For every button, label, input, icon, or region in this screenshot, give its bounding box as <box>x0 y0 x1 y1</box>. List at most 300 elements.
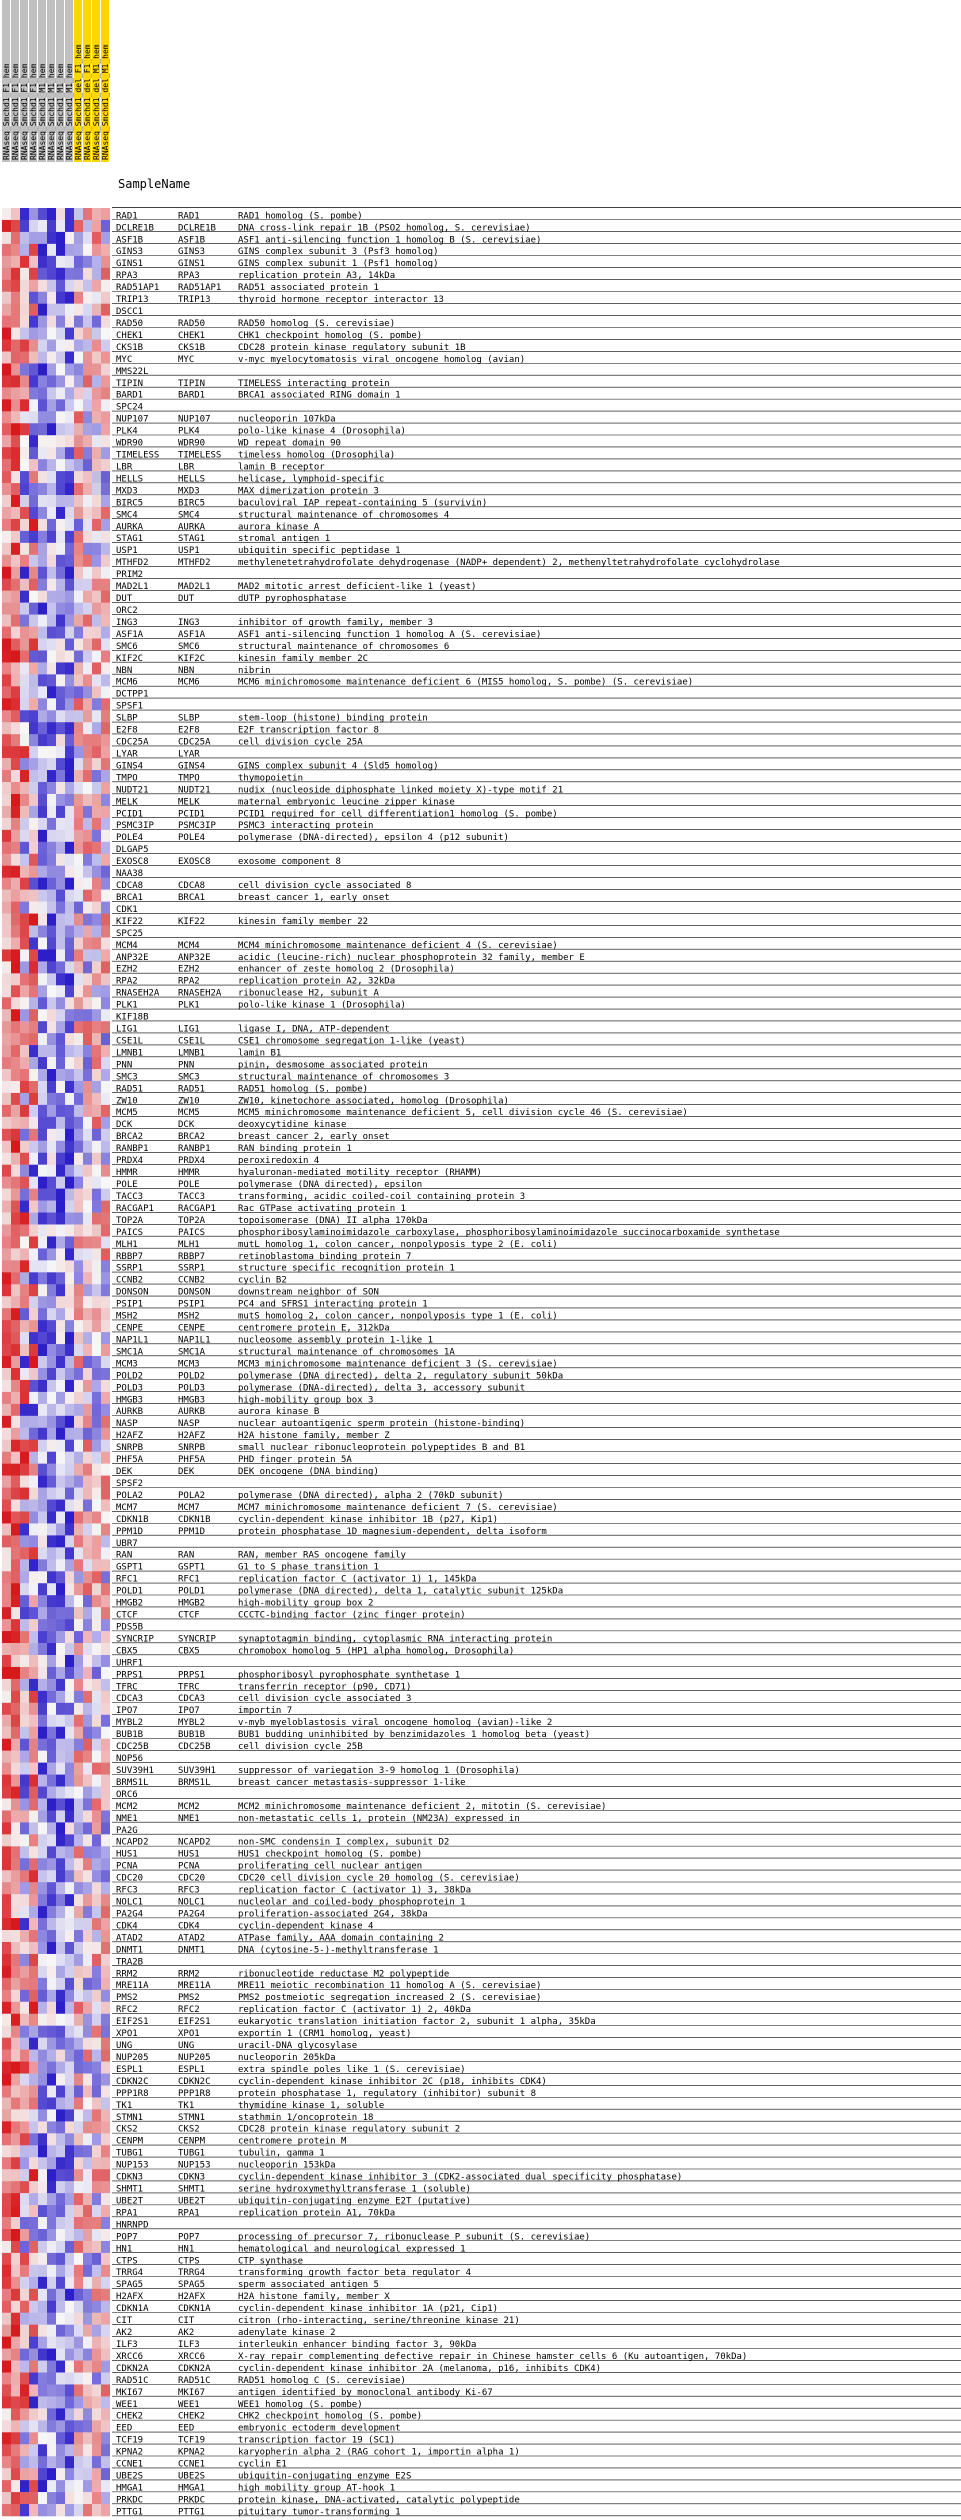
column-label: RNAseq_Smchd1_F1_hem <box>29 63 38 160</box>
heatmap-cell <box>2 2396 11 2408</box>
heatmap-cell <box>20 1523 29 1535</box>
heatmap-cell <box>101 1165 110 1177</box>
heatmap-cell <box>29 627 38 639</box>
heatmap-cell <box>11 2396 20 2408</box>
heatmap-cell <box>65 1942 74 1954</box>
heatmap-cell <box>20 854 29 866</box>
heatmap-cell <box>65 2492 74 2504</box>
heatmap-cell <box>92 1858 101 1870</box>
heatmap-cell <box>65 2181 74 2193</box>
heatmap-cell <box>83 926 92 938</box>
heatmap-cell <box>101 674 110 686</box>
heatmap-cell <box>56 1069 65 1081</box>
heatmap-cell <box>11 1093 20 1105</box>
heatmap-cell <box>47 842 56 854</box>
heatmap-cell <box>47 1571 56 1583</box>
heatmap-cell <box>65 1009 74 1021</box>
heatmap-cell <box>74 1942 83 1954</box>
heatmap-cell <box>92 555 101 567</box>
heatmap-cell <box>92 2277 101 2289</box>
heatmap-cell <box>101 1930 110 1942</box>
heatmap-cell <box>20 2277 29 2289</box>
row-gene-description: CHK2 checkpoint homolog (S. pombe) <box>238 2411 423 2422</box>
heatmap-cell <box>38 1643 47 1655</box>
row-gene-id: PCID1 <box>116 809 144 820</box>
row-gene-description: X-ray repair complementing defective repair in Chinese hamster cells 6 (Ku autoantigen, 70kDa) <box>238 2351 748 2362</box>
heatmap-cell <box>29 1930 38 1942</box>
row-gene-symbol: UBE2S <box>178 2471 206 2482</box>
heatmap-cell <box>74 1619 83 1631</box>
heatmap-cell <box>29 363 38 375</box>
heatmap-cell <box>2 2468 11 2480</box>
heatmap-cell <box>2 662 11 674</box>
row-gene-symbol: CENPE <box>178 1323 206 1334</box>
heatmap-cell <box>101 1141 110 1153</box>
heatmap-cell <box>101 2361 110 2373</box>
heatmap-cell <box>83 555 92 567</box>
heatmap-cell <box>11 2109 20 2121</box>
row-gene-id: MLH1 <box>116 1239 138 1250</box>
heatmap-cell <box>29 1691 38 1703</box>
column-label: RNAseq_Smchd1_del_F1_hem <box>74 44 83 160</box>
heatmap-cell <box>38 710 47 722</box>
row-gene-id: UNG <box>116 2041 133 2052</box>
heatmap-cell <box>83 2325 92 2337</box>
heatmap-cell <box>65 985 74 997</box>
heatmap-cell <box>20 1643 29 1655</box>
heatmap-cell <box>2 1344 11 1356</box>
row-gene-description: MCM2 minichromosome maintenance deficient 2, mitotin (S. cerevisiae) <box>238 1801 607 1812</box>
row-gene-id: DEK <box>116 1467 133 1478</box>
heatmap-cell <box>11 961 20 973</box>
heatmap-cell <box>47 627 56 639</box>
heatmap-cell <box>11 579 20 591</box>
heatmap-cell <box>101 1643 110 1655</box>
heatmap-cell <box>92 1117 101 1129</box>
heatmap-cell <box>29 1428 38 1440</box>
heatmap-cell <box>65 1858 74 1870</box>
row-gene-id: CBX5 <box>116 1646 138 1657</box>
heatmap-cell <box>65 2169 74 2181</box>
heatmap-cell <box>11 2169 20 2181</box>
heatmap-cell <box>56 447 65 459</box>
heatmap-cell <box>56 2229 65 2241</box>
heatmap-cell <box>83 1942 92 1954</box>
heatmap-cell <box>83 1129 92 1141</box>
heatmap-cell <box>38 1009 47 1021</box>
heatmap-cell <box>38 1583 47 1595</box>
heatmap-cell <box>92 2097 101 2109</box>
heatmap-cell <box>65 1308 74 1320</box>
heatmap-cell <box>2 2169 11 2181</box>
heatmap-cell <box>38 1260 47 1272</box>
heatmap-cell <box>20 495 29 507</box>
heatmap-cell <box>65 1571 74 1583</box>
heatmap-cell <box>20 770 29 782</box>
row-gene-id: KPNA2 <box>116 2447 144 2458</box>
heatmap-cell <box>11 1213 20 1225</box>
heatmap-cell <box>56 937 65 949</box>
heatmap-cell <box>38 1870 47 1882</box>
row-gene-symbol: POP7 <box>178 2232 200 2243</box>
row-gene-id: RAD51 <box>116 1084 144 1095</box>
heatmap-cell <box>20 722 29 734</box>
heatmap-cell <box>101 483 110 495</box>
heatmap-cell <box>47 1296 56 1308</box>
chart-title: SampleName <box>118 177 191 191</box>
heatmap-cell <box>47 1129 56 1141</box>
heatmap-cell <box>11 1571 20 1583</box>
heatmap-cell <box>56 1739 65 1751</box>
heatmap-cell <box>2 2361 11 2373</box>
row-gene-id: PRKDC <box>116 2495 144 2506</box>
row-gene-id: PRDX4 <box>116 1156 144 1167</box>
row-gene-symbol: ZW10 <box>178 1096 200 1107</box>
heatmap-cell <box>101 997 110 1009</box>
heatmap-cell <box>29 1081 38 1093</box>
heatmap-cell <box>47 2492 56 2504</box>
row-gene-id: CTCF <box>116 1610 138 1621</box>
heatmap-cell <box>83 1248 92 1260</box>
heatmap-cell <box>38 304 47 316</box>
heatmap-cell <box>56 2349 65 2361</box>
heatmap-cell <box>65 1966 74 1978</box>
heatmap-cell <box>2 2062 11 2074</box>
heatmap-cell <box>83 2109 92 2121</box>
heatmap-cell <box>47 2133 56 2145</box>
heatmap-cell <box>47 914 56 926</box>
row-gene-id: SLBP <box>116 713 138 724</box>
heatmap-cell <box>92 1500 101 1512</box>
row-gene-id: HMGB3 <box>116 1395 144 1406</box>
row-gene-symbol: DUT <box>178 594 195 605</box>
row-gene-description: v-myc myelocytomatosis viral oncogene homolog (avian) <box>238 354 526 365</box>
row-gene-description: stromal antigen 1 <box>238 534 331 545</box>
heatmap-cell <box>92 926 101 938</box>
heatmap-cell <box>29 1284 38 1296</box>
heatmap-cell <box>47 1523 56 1535</box>
heatmap-cell <box>92 2169 101 2181</box>
heatmap-cell <box>92 1918 101 1930</box>
heatmap-cell <box>29 1643 38 1655</box>
heatmap-cell <box>11 2026 20 2038</box>
heatmap-cell <box>47 2432 56 2444</box>
heatmap-cell <box>11 2420 20 2432</box>
heatmap-cell <box>2 758 11 770</box>
heatmap-cell <box>11 1882 20 1894</box>
heatmap-cell <box>101 555 110 567</box>
row-gene-symbol: MCM2 <box>178 1801 200 1812</box>
row-gene-symbol: MRE11A <box>178 1981 211 1992</box>
heatmap-cell <box>47 1272 56 1284</box>
heatmap-cell <box>101 280 110 292</box>
heatmap-cell <box>20 1201 29 1213</box>
row-gene-symbol: PSIP1 <box>178 1299 206 1310</box>
heatmap-cell <box>29 2193 38 2205</box>
heatmap-cell <box>11 2121 20 2133</box>
row-gene-symbol: CDKN2C <box>178 2076 211 2087</box>
heatmap-cell <box>38 1236 47 1248</box>
heatmap-cell <box>29 292 38 304</box>
heatmap-cell <box>56 603 65 615</box>
heatmap-cell <box>56 2301 65 2313</box>
heatmap-cell <box>2 2050 11 2062</box>
heatmap-cell <box>101 1619 110 1631</box>
heatmap-cell <box>83 2181 92 2193</box>
heatmap-cell <box>92 1129 101 1141</box>
heatmap-cell <box>56 1595 65 1607</box>
heatmap-cell <box>38 244 47 256</box>
row-gene-id: MCM6 <box>116 677 138 688</box>
heatmap-cell <box>92 411 101 423</box>
heatmap-cell <box>74 878 83 890</box>
heatmap-cell <box>2 1153 11 1165</box>
row-gene-description: MRE11 meiotic recombination 11 homolog A (S. cerevisiae) <box>238 1981 542 1992</box>
heatmap-cell <box>101 2050 110 2062</box>
heatmap-cell <box>56 2456 65 2468</box>
heatmap-cell <box>11 507 20 519</box>
heatmap-cell <box>2 902 11 914</box>
row-gene-symbol: ILF3 <box>178 2339 200 2350</box>
row-gene-description: RAD50 homolog (S. cerevisiae) <box>238 318 396 329</box>
heatmap-cell <box>29 1918 38 1930</box>
heatmap-cell <box>47 280 56 292</box>
heatmap-cell <box>29 1667 38 1679</box>
heatmap-cell <box>47 2301 56 2313</box>
heatmap-cell <box>20 1488 29 1500</box>
heatmap-cell <box>38 1021 47 1033</box>
heatmap-cell <box>47 1440 56 1452</box>
row-gene-description: synaptotagmin binding, cytoplasmic RNA interacting protein <box>238 1634 553 1645</box>
heatmap-cell <box>92 2468 101 2480</box>
heatmap-cell <box>11 1344 20 1356</box>
heatmap-cell <box>29 1679 38 1691</box>
heatmap-cell <box>47 1607 56 1619</box>
heatmap-cell <box>20 1153 29 1165</box>
heatmap-cell <box>101 1272 110 1284</box>
row-gene-description: BRCA1 associated RING domain 1 <box>238 390 401 401</box>
heatmap-cell <box>2 1500 11 1512</box>
row-gene-description: RAD1 homolog (S. pombe) <box>238 211 363 222</box>
heatmap-cell <box>29 220 38 232</box>
row-gene-symbol: TACC3 <box>178 1191 206 1202</box>
heatmap-cell <box>2 1942 11 1954</box>
heatmap-cell <box>101 985 110 997</box>
heatmap-cell <box>65 531 74 543</box>
heatmap-cell <box>2 363 11 375</box>
heatmap-cell <box>11 256 20 268</box>
heatmap-cell <box>56 507 65 519</box>
heatmap-cell <box>83 603 92 615</box>
heatmap-cell <box>83 1523 92 1535</box>
row-gene-symbol: SUV39H1 <box>178 1765 216 1776</box>
heatmap-cell <box>101 375 110 387</box>
heatmap-cell <box>11 973 20 985</box>
heatmap-cell <box>29 1380 38 1392</box>
heatmap-cell <box>38 1906 47 1918</box>
heatmap-cell <box>2 543 11 555</box>
heatmap-cell <box>83 1930 92 1942</box>
row-gene-id: PHF5A <box>116 1455 144 1466</box>
heatmap-cell <box>11 387 20 399</box>
heatmap-cell <box>38 961 47 973</box>
heatmap-cell <box>47 2444 56 2456</box>
heatmap-cell <box>83 818 92 830</box>
heatmap-cell <box>20 961 29 973</box>
heatmap-cell <box>65 1500 74 1512</box>
heatmap-cell <box>47 2313 56 2325</box>
heatmap-cell <box>29 2109 38 2121</box>
heatmap-cell <box>47 2361 56 2373</box>
heatmap-cell <box>74 1105 83 1117</box>
heatmap-cell <box>38 1918 47 1930</box>
heatmap-cell <box>74 1882 83 1894</box>
heatmap-cell <box>83 2169 92 2181</box>
row-gene-symbol: LBR <box>178 462 195 473</box>
heatmap-cell <box>74 818 83 830</box>
heatmap-cell <box>83 806 92 818</box>
row-gene-description: RAN, member RAS oncogene family <box>238 1550 406 1561</box>
heatmap-cell <box>83 1105 92 1117</box>
heatmap-cell <box>29 2014 38 2026</box>
row-gene-symbol: XRCC6 <box>178 2351 206 2362</box>
row-gene-symbol: BRCA1 <box>178 892 206 903</box>
heatmap-cell <box>74 220 83 232</box>
row-gene-description: breast cancer metastasis-suppressor 1-like <box>238 1777 466 1788</box>
heatmap-cell <box>65 2014 74 2026</box>
heatmap-cell <box>92 2301 101 2313</box>
heatmap-cell <box>11 615 20 627</box>
heatmap-cell <box>29 2504 38 2516</box>
heatmap-cell <box>20 2181 29 2193</box>
row-gene-symbol: CDC25A <box>178 737 211 748</box>
heatmap-cell <box>56 1703 65 1715</box>
row-gene-id: PAICS <box>116 1227 144 1238</box>
heatmap-cell <box>47 1918 56 1930</box>
heatmap-cell <box>92 1703 101 1715</box>
heatmap-cell <box>56 1021 65 1033</box>
row-gene-description: polymerase (DNA-directed), delta 3, accessory subunit <box>238 1383 526 1394</box>
heatmap-cell <box>47 1535 56 1547</box>
heatmap-cell <box>83 1260 92 1272</box>
row-gene-symbol: POLD2 <box>178 1371 206 1382</box>
heatmap-cell <box>11 2241 20 2253</box>
heatmap-cell <box>101 973 110 985</box>
heatmap-cell <box>47 985 56 997</box>
heatmap-cell <box>101 268 110 280</box>
heatmap-cell <box>92 244 101 256</box>
heatmap-cell <box>38 662 47 674</box>
row-gene-description: PC4 and SFRS1 interacting protein 1 <box>238 1299 428 1310</box>
heatmap-cell <box>2 1751 11 1763</box>
heatmap-cell <box>56 1201 65 1213</box>
heatmap-cell <box>56 2480 65 2492</box>
row-gene-id: TOP2A <box>116 1215 144 1226</box>
heatmap-cell <box>101 1631 110 1643</box>
heatmap-cell <box>2 1009 11 1021</box>
heatmap-cell <box>38 1894 47 1906</box>
heatmap-cell <box>38 1081 47 1093</box>
heatmap-cell <box>11 1165 20 1177</box>
heatmap-cell <box>65 1165 74 1177</box>
heatmap-cell <box>74 256 83 268</box>
row-gene-description: mutL homolog 1, colon cancer, nonpolyposis type 2 (E. coli) <box>238 1239 558 1250</box>
heatmap-cell <box>11 1069 20 1081</box>
heatmap-cell <box>2 1224 11 1236</box>
row-gene-description: lamin B1 <box>238 1048 282 1059</box>
heatmap-cell <box>2 555 11 567</box>
row-gene-description: replication factor C (activator 1) 2, 40kDa <box>238 2005 471 2016</box>
heatmap-cell <box>101 662 110 674</box>
heatmap-cell <box>38 902 47 914</box>
heatmap-cell <box>11 1535 20 1547</box>
heatmap-cell <box>11 1177 20 1189</box>
heatmap-cell <box>47 1105 56 1117</box>
heatmap-cell <box>47 1679 56 1691</box>
row-gene-id: PPP1R8 <box>116 2088 149 2099</box>
heatmap-cell <box>74 854 83 866</box>
heatmap-cell <box>92 2325 101 2337</box>
heatmap-cell <box>101 471 110 483</box>
heatmap-cell <box>20 340 29 352</box>
row-gene-symbol: STAG1 <box>178 534 206 545</box>
heatmap-cell <box>92 2181 101 2193</box>
heatmap-cell <box>38 1822 47 1834</box>
heatmap-cell <box>74 1691 83 1703</box>
heatmap-cell <box>65 997 74 1009</box>
row-gene-id: TMPO <box>116 773 138 784</box>
heatmap-cell <box>29 531 38 543</box>
heatmap-cell <box>38 387 47 399</box>
heatmap-cell <box>65 1320 74 1332</box>
row-gene-symbol: TOP2A <box>178 1215 206 1226</box>
row-gene-id: ANP32E <box>116 952 149 963</box>
row-gene-id: MYC <box>116 354 133 365</box>
row-gene-description: GINS complex subunit 3 (Psf3 homolog) <box>238 247 439 258</box>
heatmap-cell <box>74 1679 83 1691</box>
heatmap-cell <box>65 2408 74 2420</box>
heatmap-cell <box>20 1918 29 1930</box>
heatmap-cell <box>29 1296 38 1308</box>
heatmap-cell <box>65 375 74 387</box>
heatmap-cell <box>38 2289 47 2301</box>
heatmap-cell <box>74 1069 83 1081</box>
heatmap-cell <box>20 2241 29 2253</box>
heatmap-cell <box>29 1213 38 1225</box>
heatmap-cell <box>47 1141 56 1153</box>
heatmap-cell <box>65 890 74 902</box>
heatmap-cell <box>92 782 101 794</box>
heatmap-cell <box>74 519 83 531</box>
heatmap-cell <box>20 2349 29 2361</box>
heatmap-cell <box>92 399 101 411</box>
heatmap-cell <box>83 292 92 304</box>
heatmap-cell <box>11 1954 20 1966</box>
heatmap-cell <box>101 1476 110 1488</box>
heatmap-cell <box>38 471 47 483</box>
heatmap-cell <box>74 1428 83 1440</box>
heatmap-cell <box>11 1368 20 1380</box>
heatmap-cell <box>20 1559 29 1571</box>
row-gene-symbol: ANP32E <box>178 952 211 963</box>
row-gene-id: USP1 <box>116 546 138 557</box>
heatmap-cell <box>92 1631 101 1643</box>
heatmap-cell <box>11 1272 20 1284</box>
heatmap-cell <box>83 2253 92 2265</box>
row-gene-description: adenylate kinase 2 <box>238 2328 336 2339</box>
row-gene-id: DNMT1 <box>116 1945 144 1956</box>
heatmap-cell <box>20 2002 29 2014</box>
